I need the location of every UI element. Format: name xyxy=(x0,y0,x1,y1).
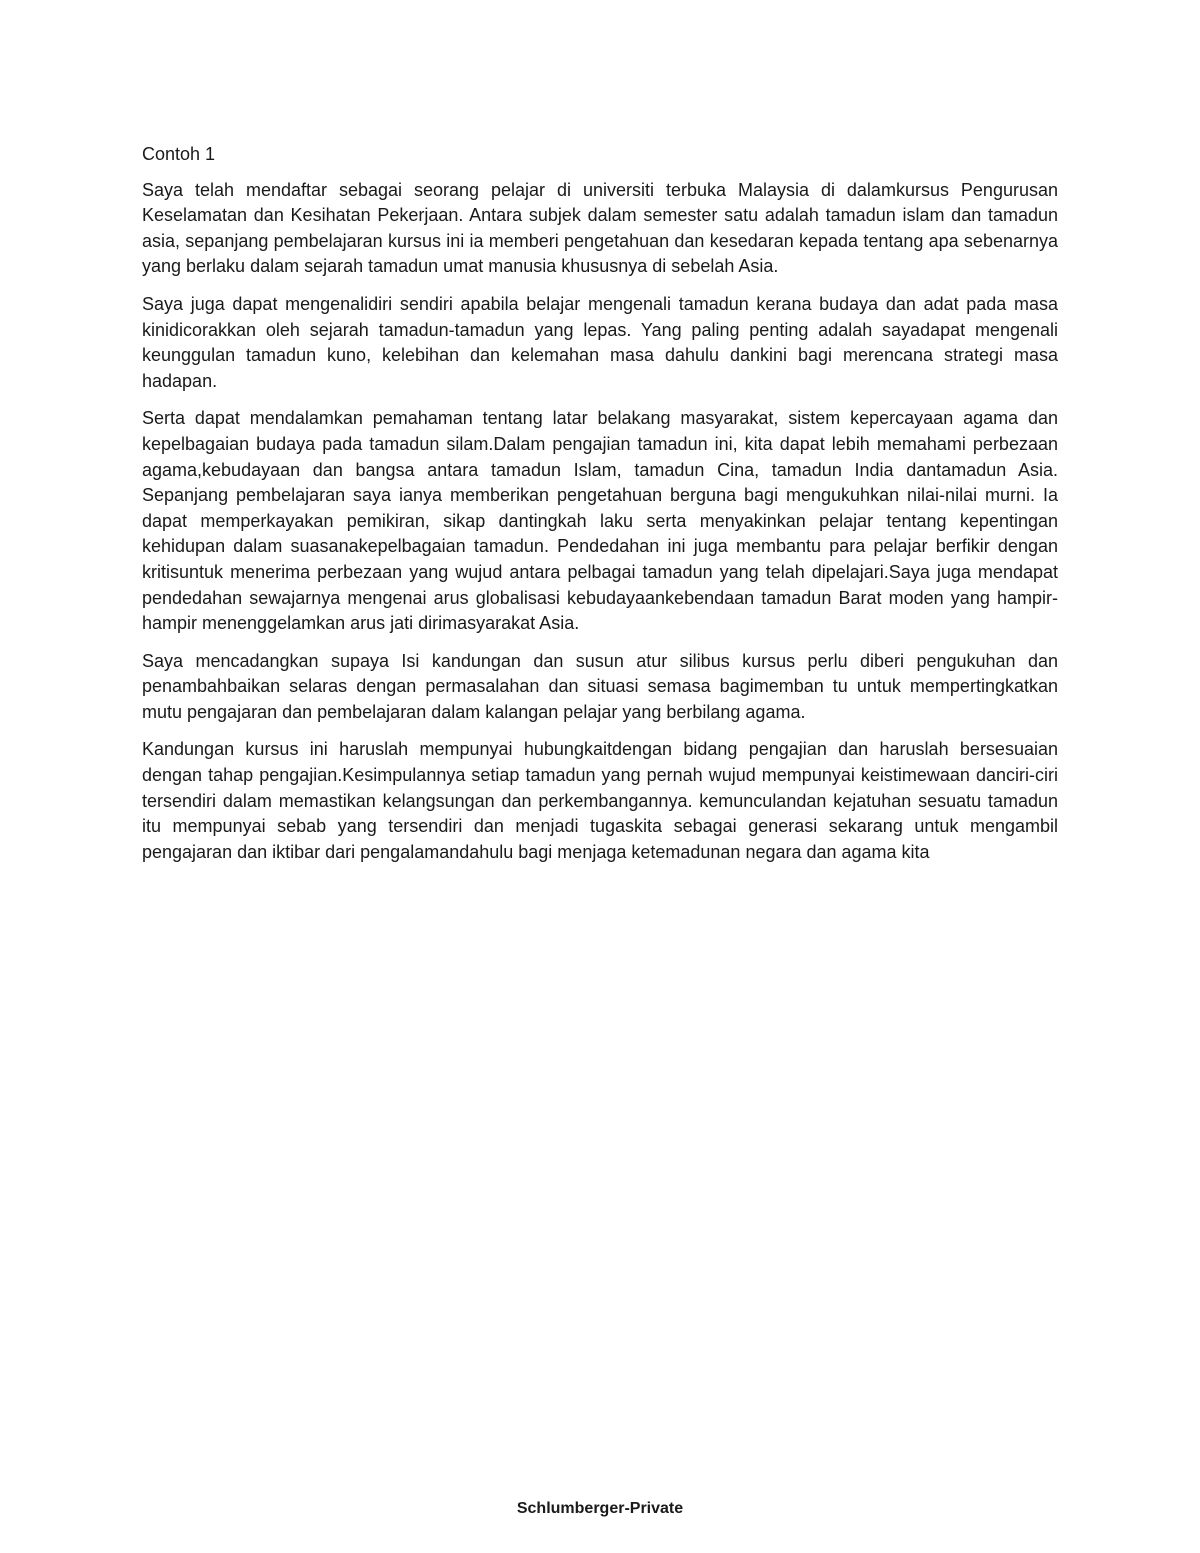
document-heading: Contoh 1 xyxy=(142,144,216,164)
document-body xyxy=(142,142,1058,877)
paragraph-4: Saya mencadangkan supaya Isi kandungan dan susun atur silibus kursus perlu diberi pengukuhan dan penambahbaikan selaras dengan permasalahan dan situasi semasa bagimemban tu untuk mempertingkatkan mutu pengajaran dan pembelajaran dalam kalangan pelajar yang berbilang agama. xyxy=(142,650,1058,722)
paragraph-2: Saya juga dapat mengenalidiri sendiri apabila belajar mengenali tamadun kerana budaya dan adat pada masa kinidicorakkan oleh sejarah tamadun-tamadun yang lepas. Yang paling penting adalah sayadapat mengenali keunggulan tamadun kuno, kelebihan dan kelemahan masa dahulu dankini bagi merencana strategi masa hadapan. xyxy=(142,293,1058,391)
classification-footer: Schlumberger-Private xyxy=(516,1500,684,1517)
paragraph-5: Kandungan kursus ini haruslah mempunyai hubungkaitdengan bidang pengajian dan haruslah bersesuaian dengan tahap pengajian.Kesimpulannya setiap tamadun yang pernah wujud mempunyai keistimewaan danciri-ciri tersendiri dalam memastikan kelangsungan dan perkembangannya. kemunculandan kejatuhan sesuatu tamadun itu mempunyai sebab yang tersendiri dan menjadi tugaskita sebagai generasi sekarang untuk mengambil pengajaran dan iktibar dari pengalamandahulu bagi menjaga ketemadunan negara dan agama kita xyxy=(142,739,1058,862)
paragraph-1: Saya telah mendaftar sebagai seorang pelajar di universiti terbuka Malaysia di dalamkursus Pengurusan Keselamatan dan Kesihatan Pekerjaan. Antara subjek dalam semester satu adalah tamadun islam dan tamadun asia, sepanjang pembelajaran kursus ini ia memberi pengetahuan dan kesedaran kepada tentang apa sebenarnya yang berlaku dalam sejarah tamadun umat manusia khususnya di sebelah Asia. xyxy=(142,179,1058,277)
paragraph-3: Serta dapat mendalamkan pemahaman tentang latar belakang masyarakat, sistem kepercayaan agama dan kepelbagaian budaya pada tamadun silam.Dalam pengajian tamadun ini, kita dapat lebih memahami perbezaan agama,kebudayaan dan bangsa antara tamadun Islam, tamadun Cina, tamadun India dantamadun Asia. Sepanjang pembelajaran saya ianya memberikan pengetahuan berguna bagi mengukuhkan nilai-nilai murni. Ia dapat memperkayakan pemikiran, sikap dantingkah laku serta menyakinkan pelajar tentang kepentingan kehidupan dalam suasanakepelbagaian tamadun. Pendedahan ini juga membantu para pelajar berfikir dengan kritisuntuk menerima perbezaan yang wujud antara pelbagai tamadun yang telah dipelajari.Saya juga mendapat pendedahan sewajarnya mengenai arus globalisasi kebudayaankebendaan tamadun Barat moden yang hampir-hampir menenggelamkan arus jati dirimasyarakat Asia. xyxy=(142,408,1058,634)
